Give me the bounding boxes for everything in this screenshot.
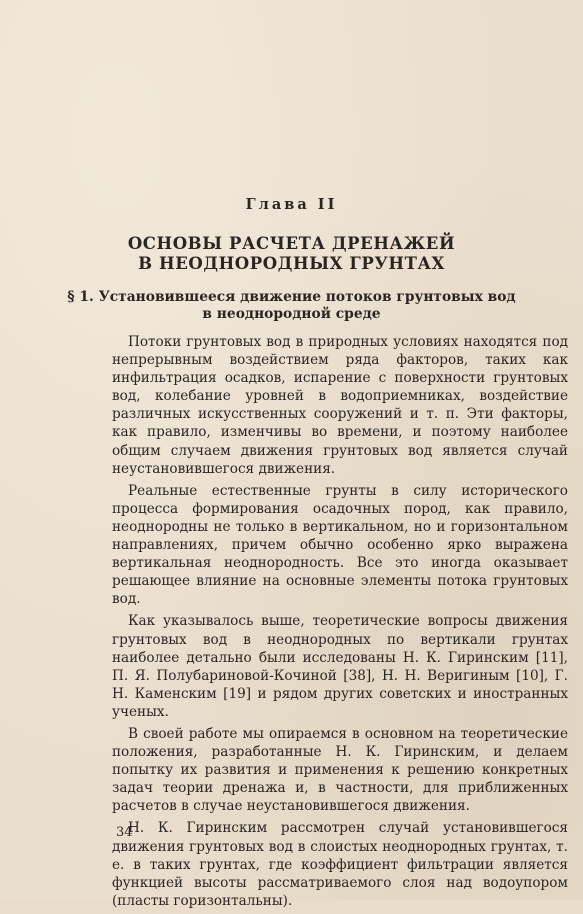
section-heading-line-1: § 1. Установившееся движение потоков грунтовых вод [67,289,516,305]
page-number: 34 [116,825,133,840]
chapter-heading: Глава II [245,196,338,213]
paragraph: Как указывалось выше, теоретические вопросы движения грунтовых вод в неоднородных по вертикали грунтах наиболее детально были исследованы Н. К. Гиринским [11], П. Я. Полубариновой-Кочиной [38], Н. Н. Веригиным [10], Г. Н. Каменским [19] и рядом других советских и иностранных ученых. [112,613,568,720]
section-heading [0,289,583,323]
chapter-title-line-2: В НЕОДНОРОДНЫХ ГРУНТАХ [138,254,445,273]
body-text [112,333,568,914]
paragraph: Реальные естественные грунты в силу исторического процесса формирования осадочных пород, как правило, неоднородны не только в вертикальном, но и горизонтальном направлениях, причем обычно особенно ярко выражена вертикальная неоднородность. Все это иногда оказывает решающее влияние на основные элементы потока грунтовых вод. [112,482,568,608]
section-heading-line-2: в неоднородной среде [202,306,381,322]
chapter-title [0,234,583,274]
paragraph: В своей работе мы опираемся в основном на теоретические положения, разработанные Н. К. Гиринским, и делаем попытку их развития и применения к решению конкретных задач теории дренажа и, в частности, для приближенных расчетов в случае неустановившегося движения. [112,725,568,815]
chapter-title-line-1: ОСНОВЫ РАСЧЕТА ДРЕНАЖЕЙ [127,234,456,253]
paragraph: Н. К. Гиринским рассмотрен случай установившегося движения грунтовых вод в слоистых неоднородных грунтах, т. е. в таких грунтах, где коэффициент фильтрации является функцией высоты рассматриваемого слоя над водоупором (пласты горизонтальны). [112,820,568,909]
paragraph: Потоки грунтовых вод в природных условиях находятся под непрерывным воздействием ряда факторов, таких как инфильтрация осадков, испарение с поверхности грунтовых вод, колебание уровней в водоприемниках, воздействие различных искусственных сооружений и т. п. Эти факторы, как правило, изменчивы во времени, и поэтому наиболее общим случаем движения грунтовых вод является случай неустановившегося движения. [112,334,568,477]
